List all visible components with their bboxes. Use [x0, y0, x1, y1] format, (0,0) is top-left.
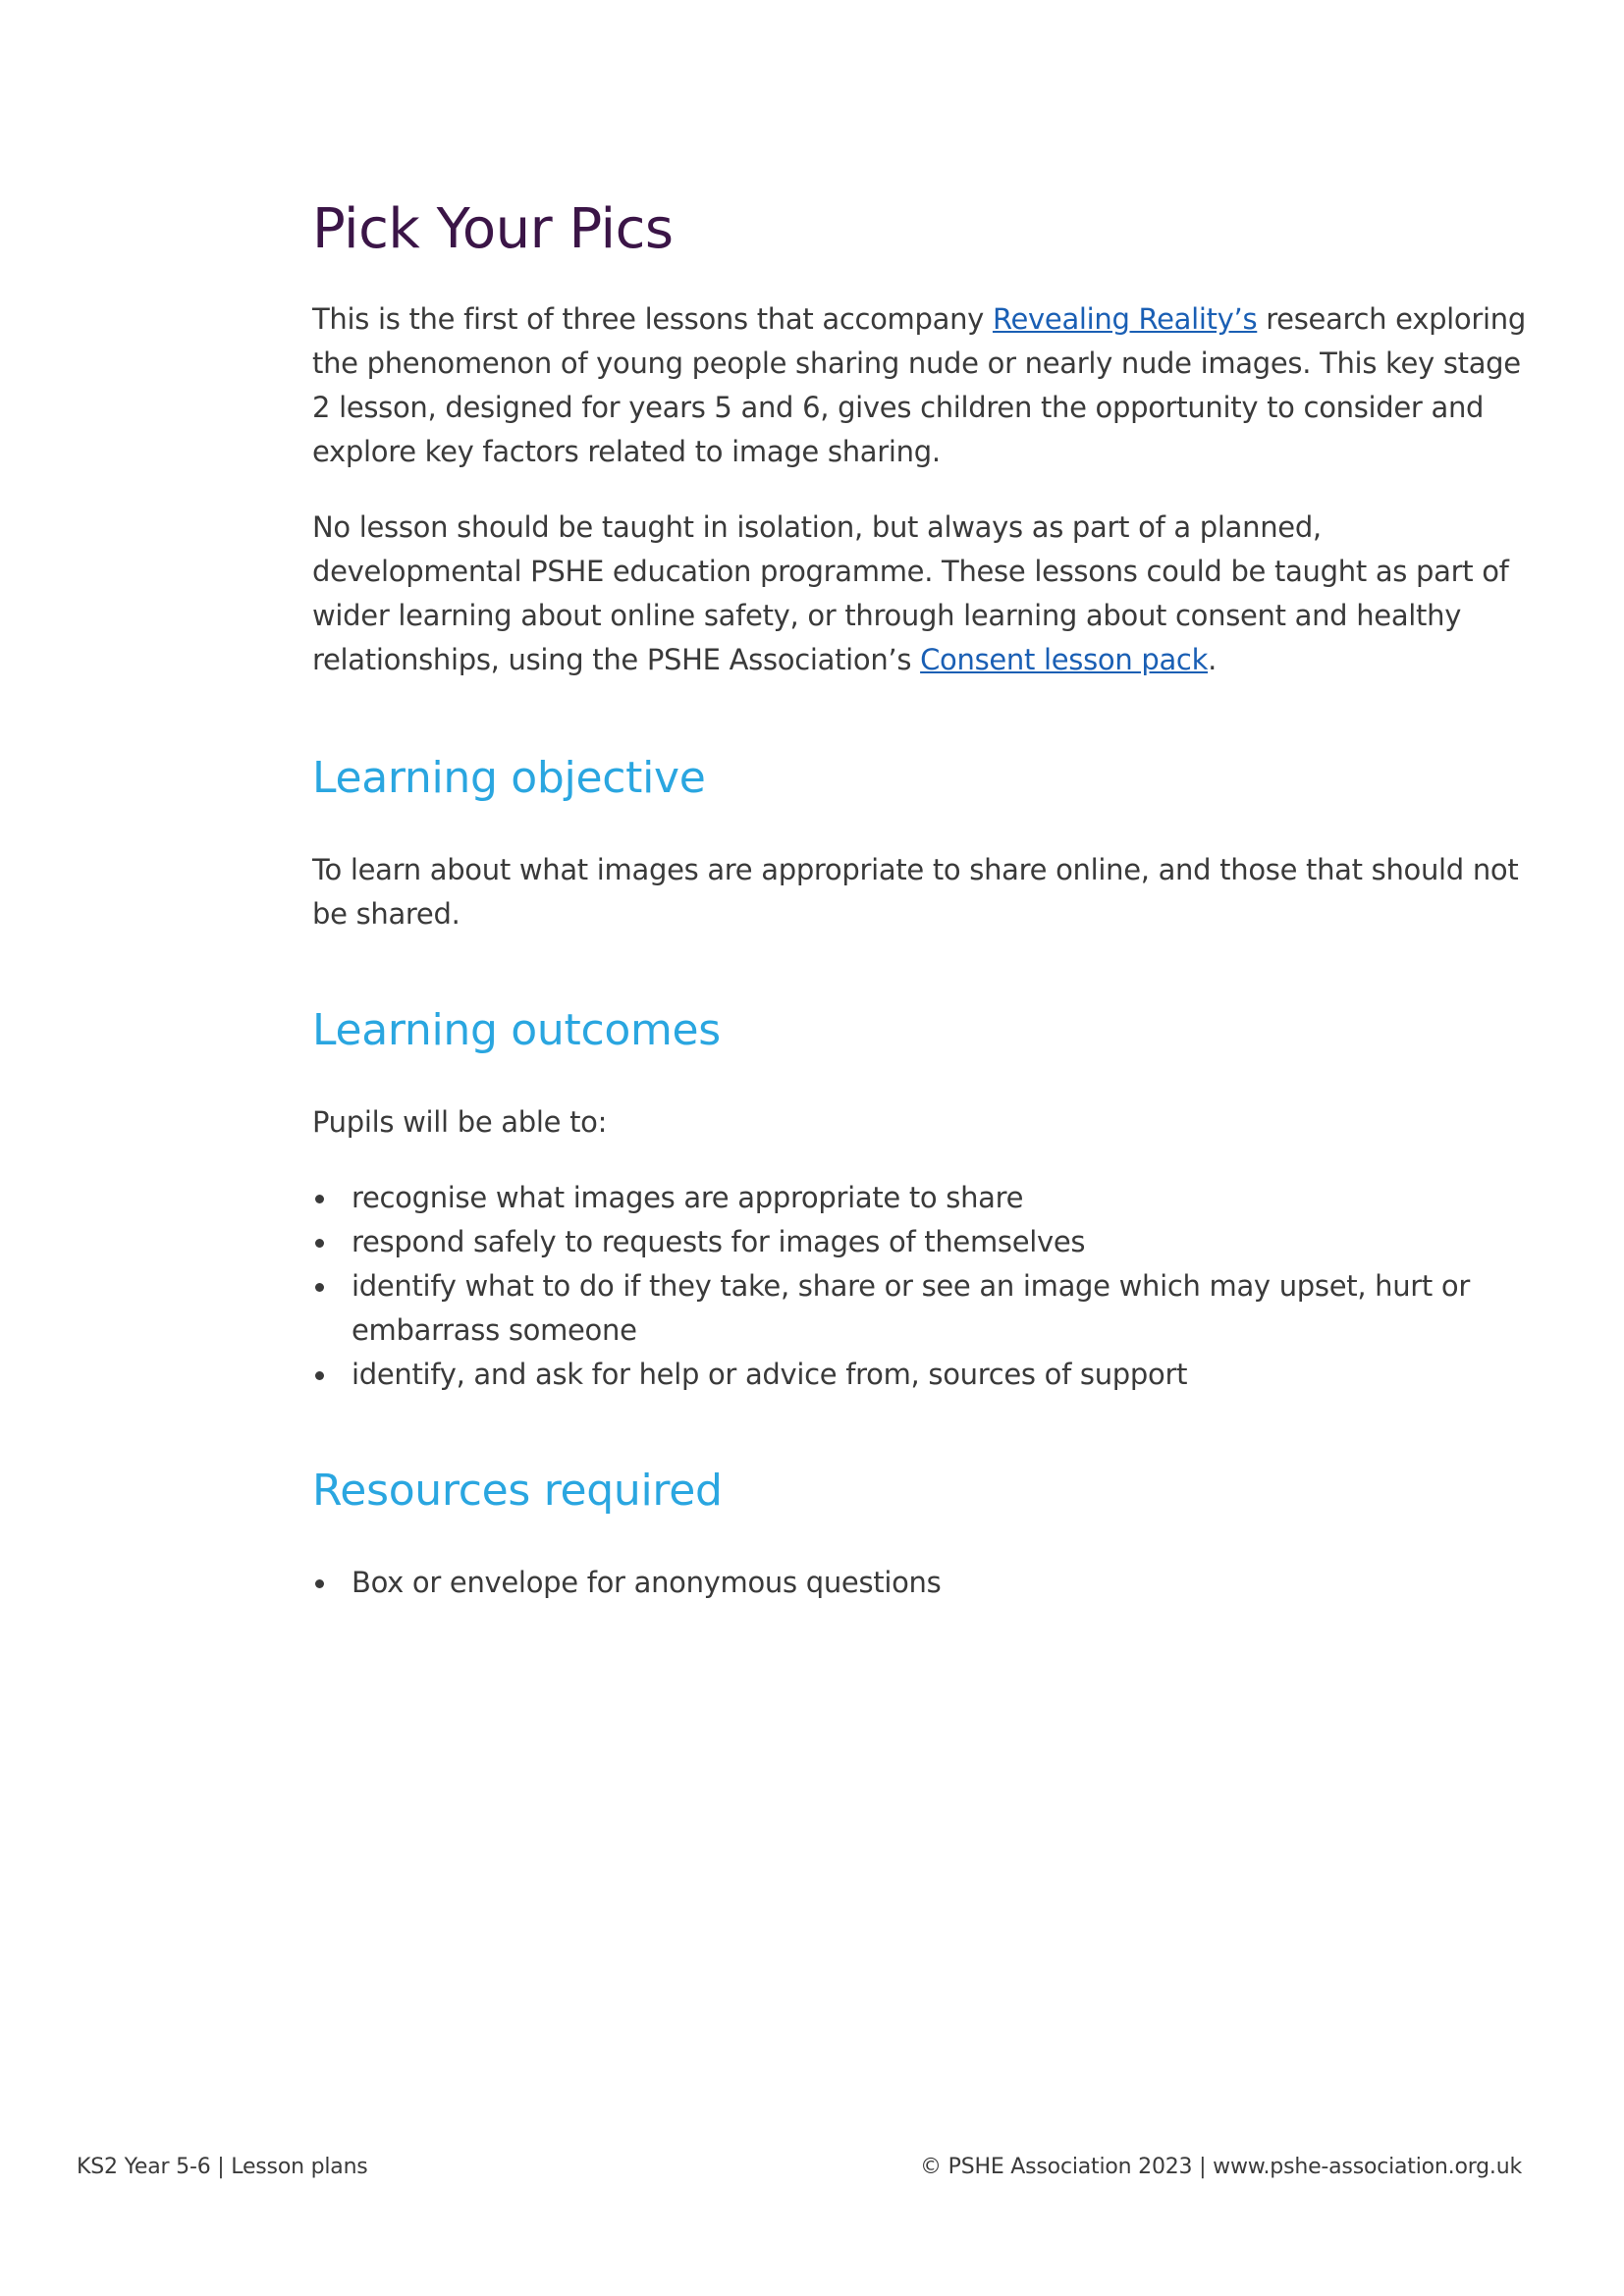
intro-text-end: research exploring the phenomenon of young people sharing nude or nearly nude images. This key stage 2 lesson, designed for years 5 and 6, gives children the opportunity to consider and explore key factors related to image sharing.: [312, 302, 1526, 469]
bullet-icon: [315, 1371, 324, 1380]
list-item: [312, 1176, 1530, 1220]
page-title: Pick Your Pics: [312, 197, 674, 261]
bullet-icon: [315, 1579, 324, 1588]
learning-outcomes-heading: Learning outcomes: [312, 1004, 721, 1055]
list-item-text: identify what to do if they take, share or see an image which may upset, hurt or embarrass someone: [352, 1268, 1470, 1347]
list-item-text: identify, and ask for help or advice from, sources of support: [352, 1357, 1188, 1391]
context-text-end: .: [1208, 643, 1217, 677]
revealing-reality-link[interactable]: Revealing Reality’s: [992, 302, 1258, 337]
context-paragraph: [312, 506, 1530, 682]
list-item: [312, 1264, 1530, 1353]
resources-list: [312, 1561, 1530, 1605]
list-item-text: recognise what images are appropriate to share: [352, 1180, 1024, 1214]
page-footer: [77, 2155, 1522, 2179]
consent-lesson-pack-link[interactable]: Consent lesson pack: [920, 643, 1209, 677]
list-item: [312, 1561, 1530, 1605]
list-item-text: respond safely to requests for images of themselves: [352, 1224, 1086, 1258]
footer-left: KS2 Year 5-6 | Lesson plans: [77, 2155, 368, 2179]
bullet-icon: [315, 1283, 324, 1292]
footer-right: © PSHE Association 2023 | www.pshe-association.org.uk: [920, 2155, 1522, 2179]
learning-outcomes-lead: Pupils will be able to:: [312, 1104, 608, 1139]
resources-required-heading: Resources required: [312, 1465, 723, 1516]
list-item: [312, 1220, 1530, 1264]
learning-objective-text: To learn about what images are appropriate to share online, and those that should not be shared.: [312, 852, 1519, 931]
learning-outcomes-list: [312, 1176, 1530, 1397]
list-item: [312, 1353, 1530, 1397]
page-content: [312, 196, 1530, 1605]
intro-text-start: This is the first of three lessons that accompany: [312, 302, 993, 337]
learning-objective-heading: Learning objective: [312, 753, 706, 804]
intro-paragraph: [312, 297, 1530, 474]
context-text-start: No lesson should be taught in isolation, but always as part of a planned, developmental PSHE education programme. These lessons could be taught as part of wider learning about online safety, or through learning about consent and healthy relationships, using the PSHE Association’s: [312, 510, 1509, 677]
bullet-icon: [315, 1195, 324, 1203]
bullet-icon: [315, 1239, 324, 1248]
list-item-text: Box or envelope for anonymous questions: [352, 1565, 942, 1599]
